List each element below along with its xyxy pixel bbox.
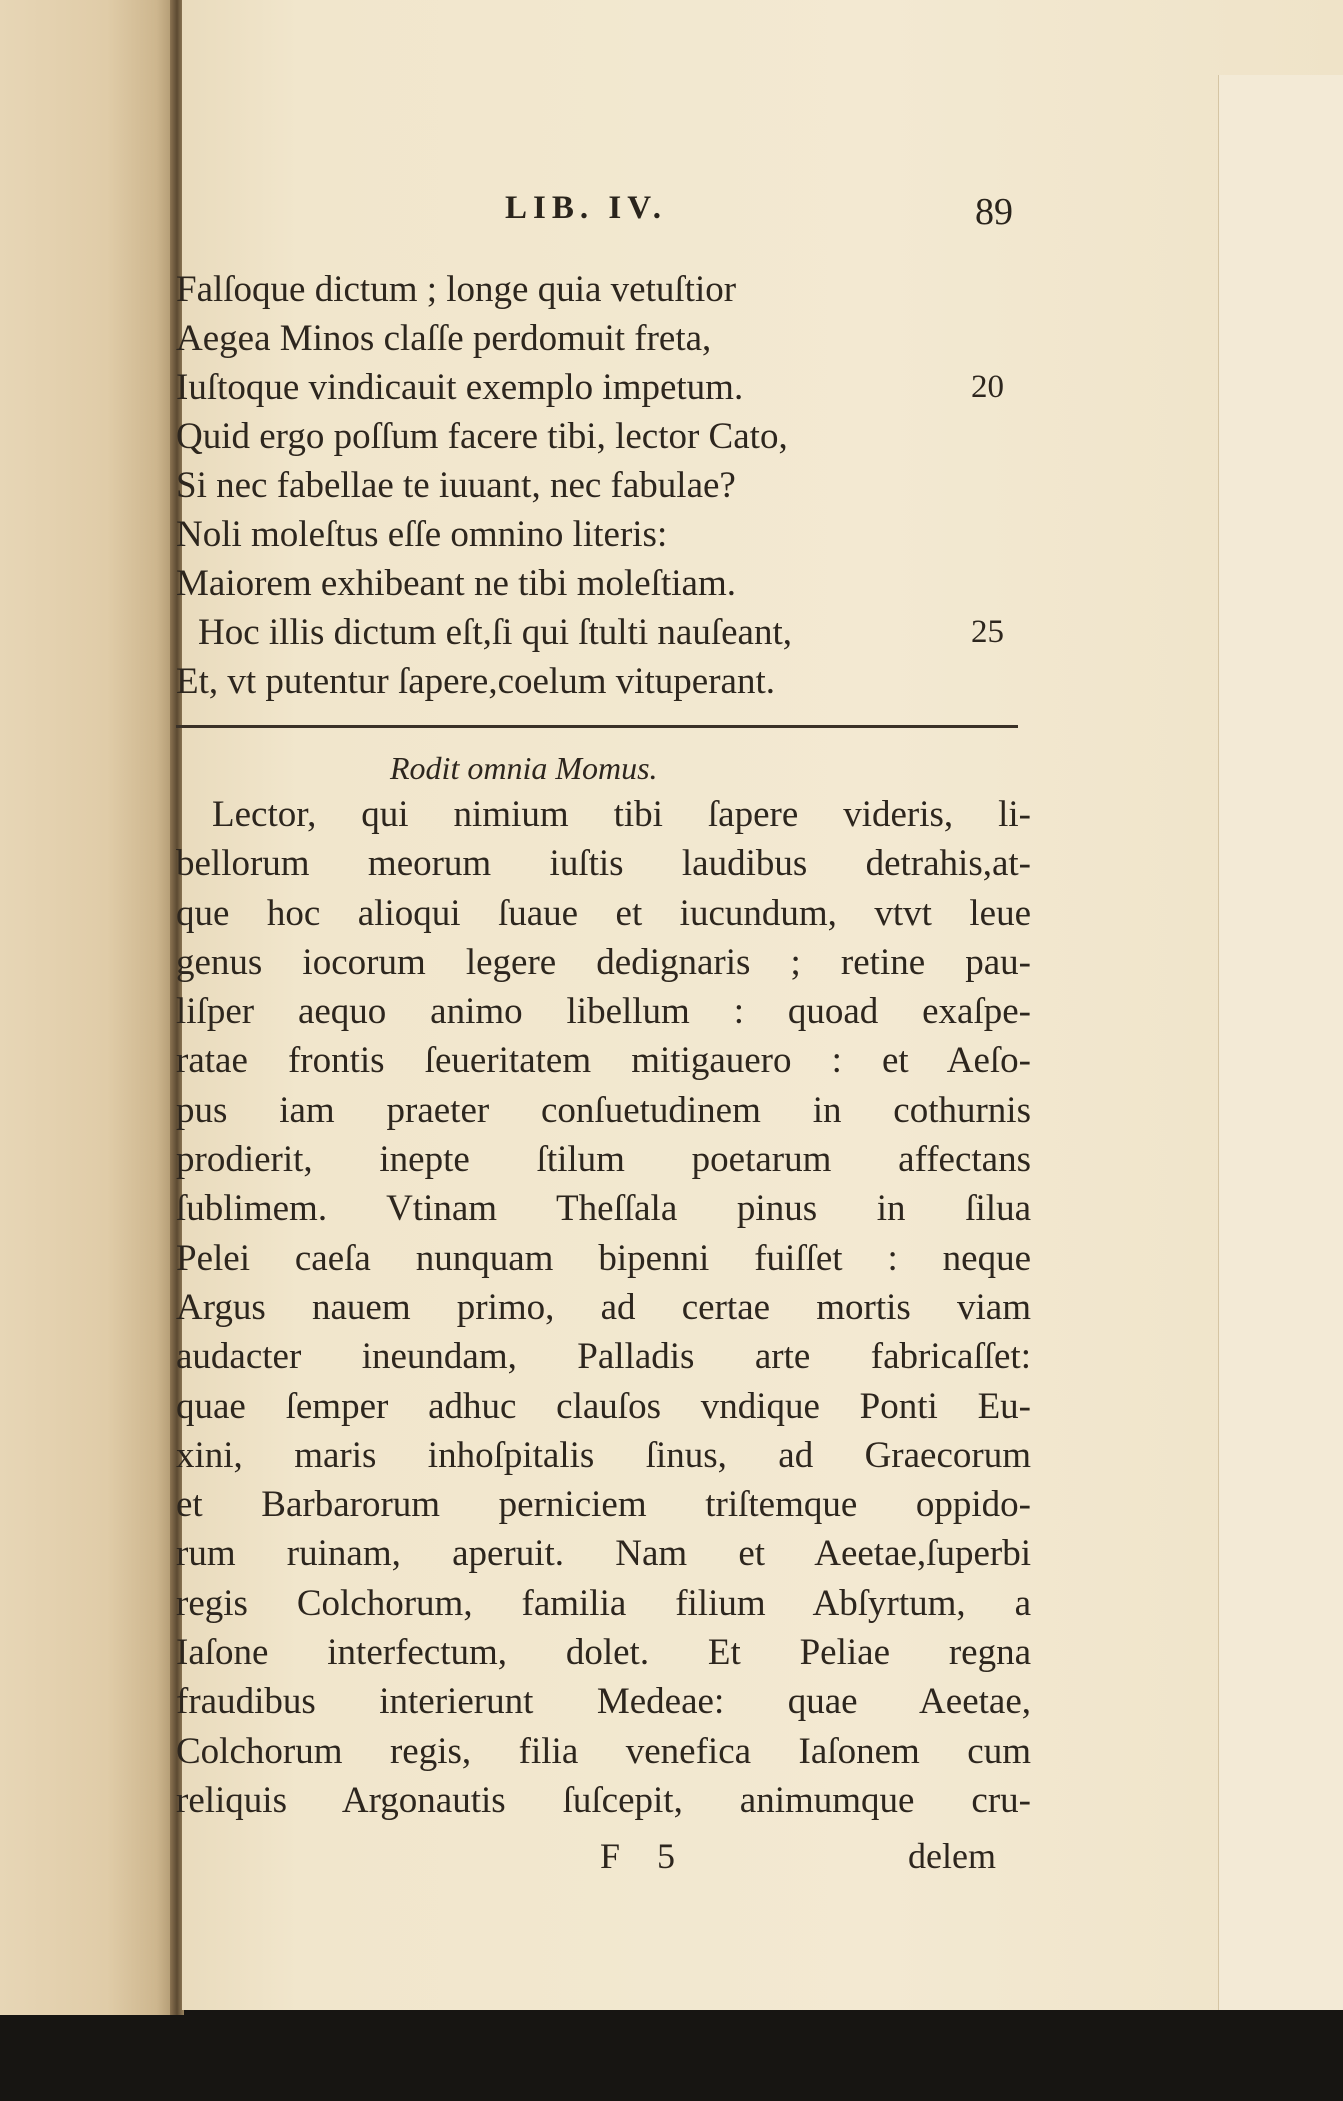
page-number: 89 [975, 191, 1013, 233]
verse-line: Iuſtoque vindicauit exemplo impetum. 20 [176, 363, 1076, 412]
prose-line: genus iocorum legere dedignaris ; retine pau- [176, 941, 1031, 983]
verse-line: Et, vt putentur ſapere,coelum vituperant. [176, 661, 775, 702]
prose-line: rum ruinam, aperuit. Nam et Aeetae,ſuperbi [176, 1533, 1031, 1575]
verse-line: Falſoque dictum ; longe quia vetuſtior [176, 269, 737, 310]
prose-line: Argus nauem primo, ad certae mortis viam [176, 1286, 1031, 1328]
prose-line: prodierit, inepte ſtilum poetarum affectans [176, 1139, 1031, 1181]
line-number: 25 [971, 614, 1004, 650]
prose-line: bellorum meorum iuſtis laudibus detrahis,at- [176, 843, 1031, 885]
prose-line: fraudibus interierunt Medeae: quae Aeetae, [176, 1681, 1031, 1723]
section-rule [176, 725, 1018, 728]
prose-line: Pelei caeſa nunquam bipenni fuiſſet : neque [176, 1237, 1031, 1279]
prose-line: Iaſone interfectum, dolet. Et Peliae regna [176, 1632, 1031, 1674]
signature-mark: F 5 [600, 1836, 690, 1876]
prose-line: reliquis Argonautis ſuſcepit, animumque cru- [176, 1779, 1031, 1821]
page-fold-edge [1218, 75, 1343, 2010]
prose-line: pus iam praeter conſuetudinem in cothurnis [176, 1089, 1031, 1131]
page-footer [0, 1835, 1343, 1885]
verse-block [176, 265, 1076, 706]
prose-line: regis Colchorum, familia filium Abſyrtum, a [176, 1582, 1031, 1624]
prose-line: que hoc alioqui ſuaue et iucundum, vtvt leue [176, 892, 1031, 934]
verse-line: Aegea Minos claſſe perdomuit freta, [176, 318, 712, 359]
verse-line: Quid ergo poſſum facere tibi, lector Cato, [176, 416, 788, 457]
prose-line: et Barbarorum perniciem triſtemque oppido- [176, 1484, 1031, 1526]
prose-line: quae ſemper adhuc clauſos vndique Ponti Eu- [176, 1385, 1031, 1427]
section-heading: Rodit omnia Momus. [390, 750, 658, 786]
facing-page-edge [0, 0, 178, 2015]
running-head: LIB. IV. [505, 190, 668, 226]
prose-line: audacter ineundam, Palladis arte fabricaſſet: [176, 1336, 1031, 1378]
verse-line: Maiorem exhibeant ne tibi moleſtiam. [176, 563, 736, 604]
prose-line: xini, maris inhoſpitalis ſinus, ad Graecorum [176, 1434, 1031, 1476]
catchword: delem [908, 1836, 996, 1876]
prose-line: ratae frontis ſeueritatem mitigauero : et Aeſo- [176, 1040, 1031, 1082]
verse-line: Noli moleſtus eſſe omnino literis: [176, 514, 668, 555]
verse-line: Si nec fabellae te iuuant, nec fabulae? [176, 465, 736, 506]
prose-line: ſublimem. Vtinam Theſſala pinus in ſilua [176, 1188, 1031, 1230]
verse-line: Hoc illis dictum eſt,ſi qui ſtulti nauſeant, 25 [176, 608, 1076, 657]
page-header [0, 190, 1343, 240]
prose-line: Lector, qui nimium tibi ſapere videris, li- [212, 794, 1031, 835]
prose-line: liſper aequo animo libellum : quoad exaſpe- [176, 991, 1031, 1033]
prose-block [176, 790, 1031, 1825]
prose-line: Colchorum regis, filia venefica Iaſonem cum [176, 1730, 1031, 1772]
line-number: 20 [971, 369, 1004, 405]
